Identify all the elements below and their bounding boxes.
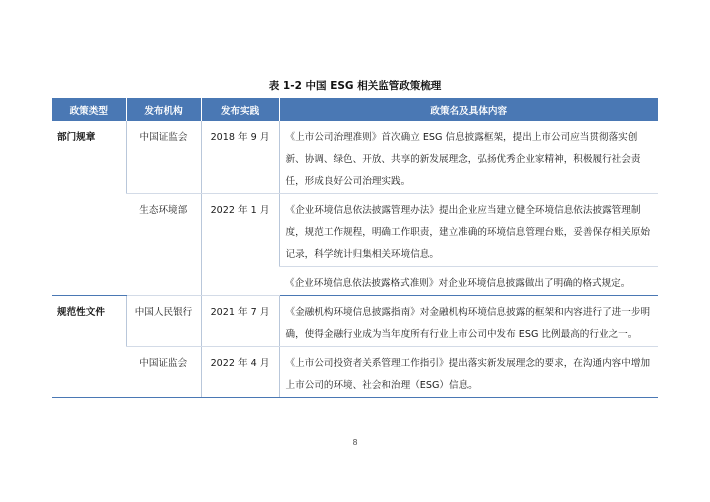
date-cell: 2022 年 1 月 bbox=[201, 194, 279, 296]
date-cell: 2021 年 7 月 bbox=[201, 296, 279, 347]
policy-type-cell: 规范性文件 bbox=[52, 296, 126, 398]
header-institution: 发布机构 bbox=[126, 98, 201, 121]
header-policy-type: 政策类型 bbox=[52, 98, 126, 121]
esg-policy-table bbox=[52, 98, 658, 398]
content-cell: 《上市公司投资者关系管理工作指引》提出落实新发展理念的要求，在沟通内容中增加上市公司的环境、社会和治理（ESG）信息。 bbox=[279, 347, 658, 398]
content-cell: 《上市公司治理准则》首次确立 ESG 信息披露框架，提出上市公司应当贯彻落实创新、协调、绿色、开放、共享的新发展理念，弘扬优秀企业家精神，积极履行社会责任，形成良好公司治理实践。 bbox=[279, 121, 658, 194]
table-row bbox=[52, 194, 658, 267]
header-release-date: 发布实践 bbox=[201, 98, 279, 121]
table-row bbox=[52, 121, 658, 194]
institution-cell: 中国证监会 bbox=[126, 121, 201, 194]
table-caption: 表 1-2 中国 ESG 相关监管政策梳理 bbox=[268, 80, 442, 92]
table-row bbox=[52, 296, 658, 347]
institution-cell: 生态环境部 bbox=[126, 194, 201, 296]
content-cell: 《企业环境信息依法披露格式准则》对企业环境信息披露做出了明确的格式规定。 bbox=[279, 267, 658, 296]
policy-type-cell: 部门规章 bbox=[52, 121, 126, 296]
header-policy-content: 政策名及具体内容 bbox=[279, 98, 658, 121]
table-header-row bbox=[52, 98, 658, 121]
content-cell: 《企业环境信息依法披露管理办法》提出企业应当建立健全环境信息依法披露管理制度，规范工作规程，明确工作职责，建立准确的环境信息管理台账，妥善保存相关原始记录，科学统计归集相关环境信息。 bbox=[279, 194, 658, 267]
institution-cell: 中国人民银行 bbox=[126, 296, 201, 347]
date-cell: 2018 年 9 月 bbox=[201, 121, 279, 194]
content-cell: 《金融机构环境信息披露指南》对金融机构环境信息披露的框架和内容进行了进一步明确，使得金融行业成为当年度所有行业上市公司中发布 ESG 比例最高的行业之一。 bbox=[279, 296, 658, 347]
date-cell: 2022 年 4 月 bbox=[201, 347, 279, 398]
institution-cell: 中国证监会 bbox=[126, 347, 201, 398]
table-row bbox=[52, 347, 658, 398]
page-number: 8 bbox=[352, 438, 358, 447]
